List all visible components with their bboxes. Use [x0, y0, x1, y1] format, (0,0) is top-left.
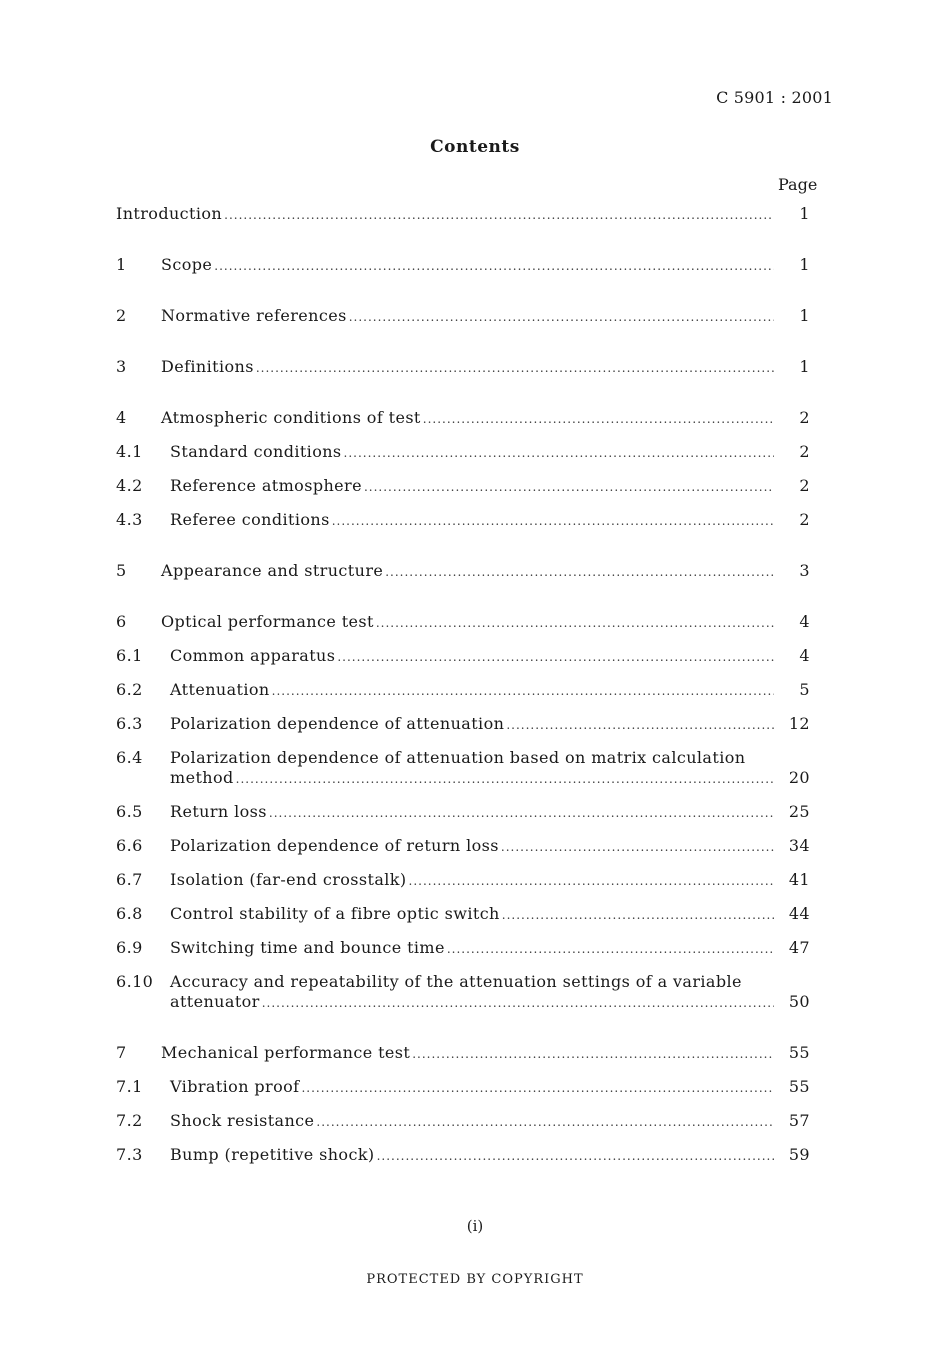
dot-leader [409, 871, 774, 891]
dot-leader [447, 939, 774, 959]
toc-entry-5[interactable] [116, 557, 810, 591]
toc-title: Normative references [161, 306, 347, 325]
toc-number: 7.1 [116, 1077, 143, 1096]
toc-title: Optical performance test [161, 612, 374, 631]
toc-title: Isolation (far-end crosstalk) [170, 870, 407, 889]
toc-title: Bump (repetitive shock) [170, 1145, 375, 1164]
toc-number: 1 [116, 255, 127, 274]
toc-title: Attenuation [170, 680, 270, 699]
toc-title: Common apparatus [170, 646, 336, 665]
toc-entry-4-2[interactable] [116, 472, 810, 506]
toc-entry-6-3[interactable] [116, 710, 810, 744]
toc-title-line-2: method [170, 768, 234, 787]
dot-leader [256, 358, 774, 378]
toc-title: Appearance and structure [161, 561, 384, 580]
toc-page-number: 59 [788, 1145, 810, 1164]
dot-leader [224, 205, 774, 225]
page-folio: (i) [466, 1217, 484, 1235]
toc-number: 6 [116, 612, 127, 631]
toc-number: 6.8 [116, 904, 143, 923]
toc-title: Shock resistance [170, 1111, 315, 1130]
toc-title: Control stability of a fibre optic switch [170, 904, 500, 923]
toc-number: 6.1 [116, 646, 143, 665]
toc-number: 3 [116, 357, 127, 376]
toc-page-number: 1 [799, 306, 810, 325]
toc-entry-1[interactable] [116, 251, 810, 285]
toc-page-number: 41 [788, 870, 810, 889]
toc-entry-6[interactable] [116, 608, 810, 642]
toc-entry-7-3[interactable] [116, 1141, 810, 1175]
toc-number: 6.10 [116, 972, 154, 991]
toc-number: 6.9 [116, 938, 143, 957]
toc-entry-6-7[interactable] [116, 866, 810, 900]
toc-page-number: 3 [799, 561, 810, 580]
toc-page-number: 57 [788, 1111, 810, 1130]
toc-page-number: 20 [788, 768, 810, 787]
toc-page-number: 47 [788, 938, 810, 957]
dot-leader [364, 477, 774, 497]
toc-entry-4-1[interactable] [116, 438, 810, 472]
toc-entry-6-9[interactable] [116, 934, 810, 968]
dot-leader [214, 256, 774, 276]
toc-page-number: 55 [788, 1077, 810, 1096]
toc-entry-7[interactable] [116, 1039, 810, 1073]
toc-title: Vibration proof [170, 1077, 300, 1096]
dot-leader [316, 1112, 774, 1132]
toc-entry-7-1[interactable] [116, 1073, 810, 1107]
dot-leader [344, 443, 774, 463]
toc-entry-4-3[interactable] [116, 506, 810, 540]
dot-leader [236, 769, 774, 789]
toc-entry-introduction[interactable] [116, 200, 810, 234]
toc-page-number: 1 [799, 204, 810, 223]
toc-page-number: 2 [799, 476, 810, 495]
dot-leader [272, 681, 774, 701]
toc-entry-6-10[interactable] [116, 968, 810, 1022]
toc-number: 6.7 [116, 870, 143, 889]
toc-title: Reference atmosphere [170, 476, 362, 495]
toc-number: 4.3 [116, 510, 143, 529]
toc-page-number: 44 [788, 904, 810, 923]
dot-leader [385, 562, 774, 582]
toc-title: Definitions [161, 357, 254, 376]
toc-entry-4[interactable] [116, 404, 810, 438]
toc-title: Polarization dependence of return loss [170, 836, 499, 855]
toc-entry-6-5[interactable] [116, 798, 810, 832]
toc-entry-6-8[interactable] [116, 900, 810, 934]
dot-leader [423, 409, 774, 429]
toc-entry-6-6[interactable] [116, 832, 810, 866]
toc-number: 4 [116, 408, 127, 427]
toc-number: 7.3 [116, 1145, 143, 1164]
dot-leader [349, 307, 774, 327]
toc-title: Mechanical performance test [161, 1043, 411, 1062]
toc-number: 7.2 [116, 1111, 143, 1130]
toc-title: Scope [161, 255, 213, 274]
toc-page-number: 2 [799, 510, 810, 529]
toc-entry-2[interactable] [116, 302, 810, 336]
toc-number: 6.5 [116, 802, 143, 821]
toc-page-number: 4 [799, 646, 810, 665]
toc-page-number: 1 [799, 357, 810, 376]
toc-title-line-1: Accuracy and repeatability of the attenuation settings of a variable [170, 972, 742, 991]
toc-number: 5 [116, 561, 127, 580]
toc-page-number: 25 [788, 802, 810, 821]
copyright-notice: PROTECTED BY COPYRIGHT [366, 1272, 584, 1287]
toc-page-number: 2 [799, 408, 810, 427]
dot-leader [501, 837, 774, 857]
document-number: C 5901 : 2001 [716, 88, 833, 107]
toc-page-number: 34 [788, 836, 810, 855]
toc-page-number: 55 [788, 1043, 810, 1062]
dot-leader [377, 1146, 774, 1166]
toc-number: 6.4 [116, 748, 143, 767]
toc-number: 4.2 [116, 476, 143, 495]
toc-page-number: 2 [799, 442, 810, 461]
toc-number: 2 [116, 306, 127, 325]
dot-leader [301, 1078, 774, 1098]
dot-leader [506, 715, 774, 735]
toc-number: 6.2 [116, 680, 143, 699]
toc-title-line-2: attenuator [170, 992, 260, 1011]
toc-page-number: 5 [799, 680, 810, 699]
dot-leader [269, 803, 774, 823]
toc-entry-3[interactable] [116, 353, 810, 387]
toc-title: Polarization dependence of attenuation [170, 714, 505, 733]
dot-leader [262, 993, 774, 1013]
toc-entry-6-1[interactable] [116, 642, 810, 676]
toc-title: Return loss [170, 802, 267, 821]
toc-title: Atmospheric conditions of test [161, 408, 421, 427]
dot-leader [502, 905, 774, 925]
dot-leader [412, 1044, 774, 1064]
page-column-label: Page [778, 175, 818, 194]
toc-number: 4.1 [116, 442, 143, 461]
toc-page-number: 50 [788, 992, 810, 1011]
dot-leader [337, 647, 774, 667]
dot-leader [332, 511, 774, 531]
toc-entry-6-2[interactable] [116, 676, 810, 710]
page-title: Contents [430, 137, 520, 157]
toc-number: 7 [116, 1043, 127, 1062]
toc-title: Introduction [116, 204, 223, 223]
toc-page-number: 12 [788, 714, 810, 733]
toc-number: 6.6 [116, 836, 143, 855]
toc-title: Referee conditions [170, 510, 330, 529]
toc-entry-7-2[interactable] [116, 1107, 810, 1141]
toc-page-number: 1 [799, 255, 810, 274]
toc-page-number: 4 [799, 612, 810, 631]
toc-entry-6-4[interactable] [116, 744, 810, 798]
toc-title: Standard conditions [170, 442, 342, 461]
toc-number: 6.3 [116, 714, 143, 733]
table-of-contents [116, 200, 810, 1175]
toc-title-line-1: Polarization dependence of attenuation based on matrix calculation [170, 748, 746, 767]
toc-title: Switching time and bounce time [170, 938, 445, 957]
dot-leader [376, 613, 774, 633]
